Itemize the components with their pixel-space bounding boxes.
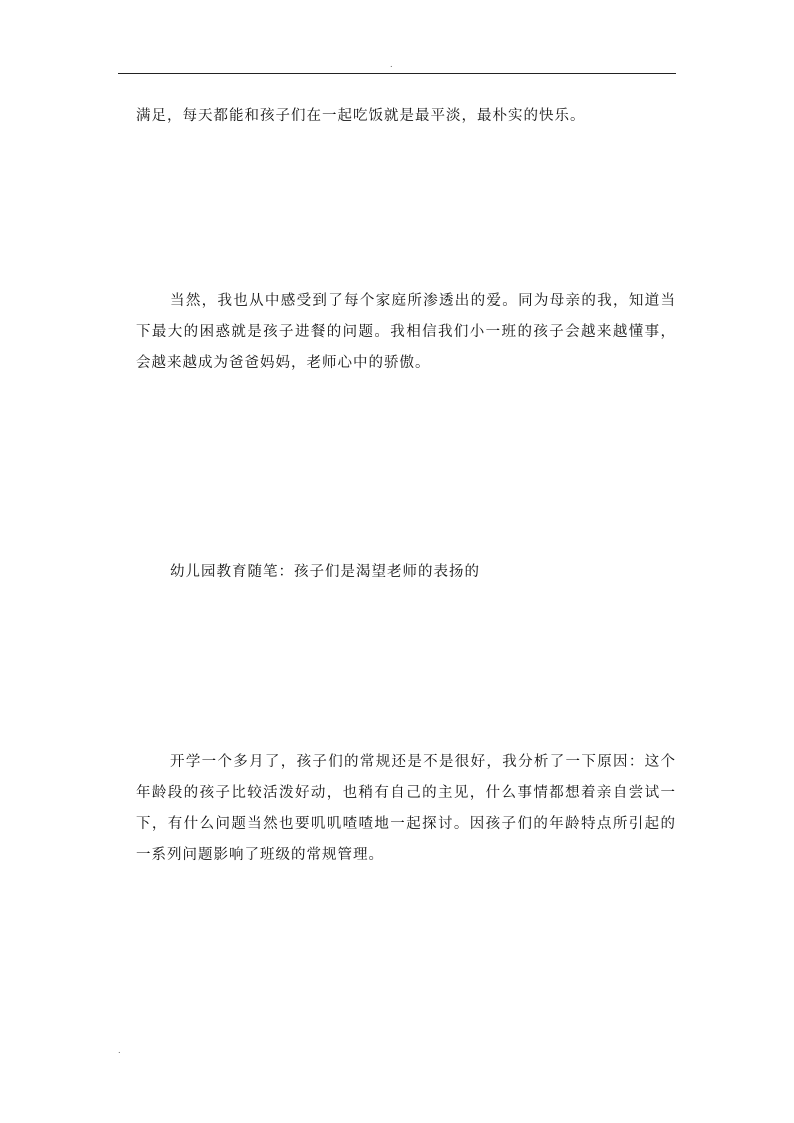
header-mark: .: [390, 60, 393, 69]
paragraph-2: 当然，我也从中感受到了每个家庭所渗透出的爱。同为母亲的我，知道当下最大的困惑就是孩子进餐的问题。我相信我们小一班的孩子会越来越懂事，会越来越成为爸爸妈妈，老师心中的骄傲。: [136, 293, 676, 371]
footer-mark: .: [118, 1046, 121, 1055]
header-rule: [118, 73, 676, 74]
paragraph-1: 满足，每天都能和孩子们在一起吃饭就是最平淡，最朴实的快乐。: [136, 108, 586, 124]
section-heading: 幼儿园教育随笔：孩子们是渴望老师的表扬的: [170, 564, 480, 580]
paragraph-3: 开学一个多月了，孩子们的常规还是不是很好，我分析了一下原因：这个年龄段的孩子比较活泼好动，也稍有自己的主见，什么事情都想着亲自尝试一下，有什么问题当然也要叽叽喳喳地一起探讨。因孩子们的年龄特点所引起的一系列问题影响了班级的常规管理。: [136, 754, 676, 863]
